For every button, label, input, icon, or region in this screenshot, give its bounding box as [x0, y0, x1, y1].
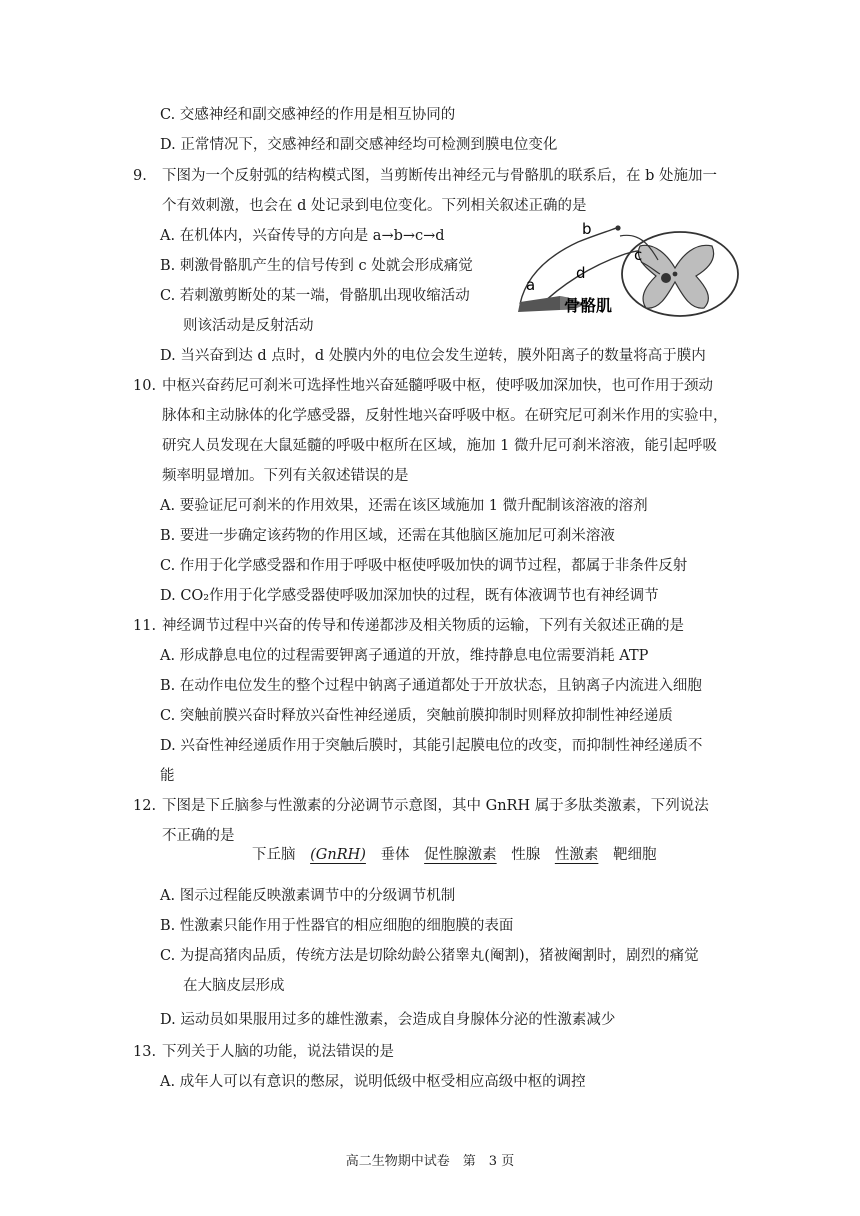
flow-pituitary: 垂体	[380, 847, 410, 863]
q12-option-c-cont: 在大脑皮层形成	[183, 978, 285, 994]
label-muscle: 骨骼肌	[564, 296, 613, 315]
label-c: c	[634, 246, 643, 264]
label-a: a	[526, 276, 536, 294]
q11-option-d-cont: 能	[160, 768, 175, 784]
q11-option-b: B. 在动作电位发生的整个过程中钠离子通道都处于开放状态，且钠离子内流进入细胞	[160, 678, 702, 694]
q10-stem-line1: 中枢兴奋药尼可刹米可选择性地兴奋延髓呼吸中枢，使呼吸加深加快，也可作用于颈动	[162, 378, 713, 394]
flow-arrow-sex-hormone: 性激素	[554, 847, 599, 863]
q9-option-a: A. 在机体内，兴奋传导的方向是 a→b→c→d	[160, 228, 445, 244]
q10-option-a: A. 要验证尼可刹米的作用效果，还需在该区域施加 1 微升配制该溶液的溶剂	[160, 498, 648, 514]
q10-option-b: B. 要进一步确定该药物的作用区域，还需在其他脑区施加尼可刹米溶液	[160, 528, 615, 544]
q8-option-d: D. 正常情况下，交感神经和副交感神经均可检测到膜电位变化	[160, 137, 558, 153]
q9-option-b: B. 刺激骨骼肌产生的信号传到 c 处就会形成痛觉	[160, 258, 473, 274]
q10-stem-line3: 研究人员发现在大鼠延髓的呼吸中枢所在区域，施加 1 微升尼可刹米溶液，能引起呼吸	[162, 438, 717, 454]
q13-option-a: A. 成年人可以有意识的憋尿，说明低级中枢受相应高级中枢的调控	[160, 1074, 586, 1090]
q9-stem-line1: 下图为一个反射弧的结构模式图，当剪断传出神经元与骨骼肌的联系后，在 b 处施加一	[162, 168, 717, 184]
q9-option-d: D. 当兴奋到达 d 点时，d 处膜内外的电位会发生逆转，膜外阳离子的数量将高于膜内	[160, 348, 706, 364]
q11-stem-line1: 神经调节过程中兴奋的传导和传递都涉及相关物质的运输，下列有关叙述正确的是	[162, 618, 684, 634]
q11-option-c: C. 突触前膜兴奋时释放兴奋性神经递质，突触前膜抑制时则释放抑制性神经递质	[160, 708, 673, 724]
q11-option-d: D. 兴奋性神经递质作用于突触后膜时，其能引起膜电位的改变，而抑制性神经递质不	[160, 738, 703, 754]
q11-number: 11.	[133, 618, 157, 634]
flow-gonad: 性腺	[511, 847, 541, 863]
q12-stem-line1: 下图是下丘脑参与性激素的分泌调节示意图，其中 GnRH 属于多肽类激素，下列说法	[162, 798, 709, 814]
q10-stem-line2: 脉体和主动脉体的化学感受器，反射性地兴奋呼吸中枢。在研究尼可刹米作用的实验中，	[162, 408, 728, 424]
q9-option-c: C. 若刺激剪断处的某一端，骨骼肌出现收缩活动	[160, 288, 470, 304]
q8-option-c: C. 交感神经和副交感神经的作用是相互协同的	[160, 107, 456, 123]
q12-option-b: B. 性激素只能作用于性器官的相应细胞的细胞膜的表面	[160, 918, 514, 934]
q10-stem-line4: 频率明显增加。下列有关叙述错误的是	[162, 468, 409, 484]
q10-number: 10.	[133, 378, 157, 394]
q12-option-d: D. 运动员如果服用过多的雄性激素，会造成自身腺体分泌的性激素减少	[160, 1012, 616, 1028]
q10-option-c: C. 作用于化学感受器和作用于呼吸中枢使呼吸加快的调节过程，都属于非条件反射	[160, 558, 688, 574]
q9-option-c-cont: 则该活动是反射活动	[183, 318, 314, 334]
flow-hypothalamus: 下丘脑	[252, 847, 296, 863]
q12-number: 12.	[133, 798, 157, 814]
q12-option-a: A. 图示过程能反映激素调节中的分级调节机制	[160, 888, 456, 904]
page-footer: 高二生物期中试卷 第 3 页	[345, 1154, 515, 1169]
q9-number: 9.	[133, 168, 147, 184]
flow-target-cell: 靶细胞	[612, 847, 657, 863]
q13-stem-line1: 下列关于人脑的功能，说法错误的是	[162, 1044, 394, 1060]
flow-arrow-gonadotropin: 促性腺激素	[424, 847, 497, 863]
hormone-flowchart	[250, 845, 658, 865]
reflex-arc-diagram	[500, 216, 745, 332]
q13-number: 13.	[133, 1044, 157, 1060]
q11-option-a: A. 形成静息电位的过程需要钾离子通道的开放，维持静息电位需要消耗 ATP	[160, 648, 649, 664]
label-d: d	[576, 264, 586, 282]
q9-stem-line2: 个有效刺激，也会在 d 处记录到电位变化。下列相关叙述正确的是	[162, 198, 587, 214]
q12-stem-line2: 不正确的是	[162, 828, 235, 844]
q10-option-d: D. CO₂作用于化学感受器使呼吸加深加快的过程，既有体液调节也有神经调节	[160, 588, 659, 604]
flow-arrow-gnrh: (GnRH)	[310, 847, 366, 863]
label-b: b	[582, 220, 592, 238]
q12-option-c: C. 为提高猪肉品质，传统方法是切除幼龄公猪睾丸(阉割)，猪被阉割时，剧烈的痛觉	[160, 948, 699, 964]
